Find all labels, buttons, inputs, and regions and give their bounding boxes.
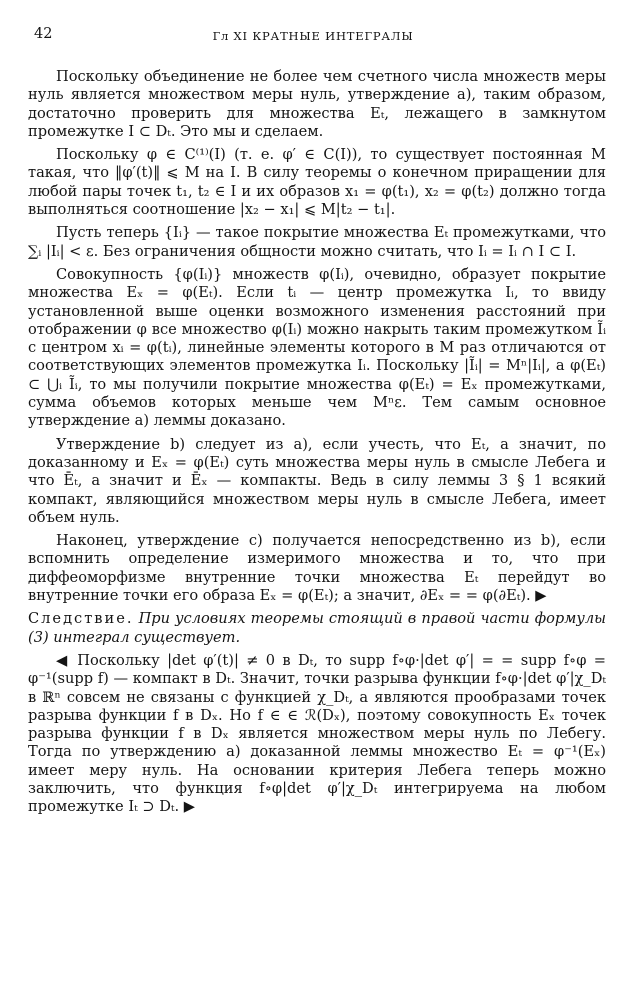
paragraph-4: Совокупность {φ(Iᵢ)} множеств φ(Iᵢ), очевидно, образует покрытие множества Eₓ = φ(Eₜ). Если tᵢ — центр промежутка Iᵢ, то ввиду установленной выше оценки возможного изменения расстояний при отображении φ все множество φ(Iᵢ) можно накрыть таким промежутком Ĩᵢ с центром xᵢ = φ(tᵢ), линейные элементы которого в M раз отличаются от соответствующих элементов промежутка Iᵢ. Поскольку |Ĩᵢ| = Mⁿ|Iᵢ|, а φ(Eₜ) ⊂ ⋃ᵢ Ĩᵢ, то мы получили покрытие множества φ(Eₜ) = Eₓ промежутками, сумма объемов которых меньше чем Mⁿε. Тем самым основное утверждение а) леммы доказано. [28,265,606,430]
page-header [28,26,598,46]
paragraph-6: Наконец, утверждение с) получается непосредственно из b), если вспомнить определение измеримого множества и то, что при диффеоморфизме внутренние точки множества Eₜ перейдут во внутренние точки его образа Eₓ = φ(Eₜ); а значит, ∂Eₓ = = φ(∂Eₜ). ▶ [28,532,606,605]
corollary-label: Следствие. [28,610,134,628]
corollary-statement: При условиях теоремы стоящий в правой части формулы (3) интеграл существует. [28,610,607,646]
page-number: 42 [34,26,53,42]
proof-paragraph: ◀ Поскольку |det φ′(t)| ≠ 0 в Dₜ, то supp f∘φ·|det φ′| = = supp f∘φ = φ⁻¹(supp f) — компакт в Dₜ. Значит, точки разрыва функции f∘φ·|det φ′|χ_Dₜ в ℝⁿ совсем не связаны с функцией χ_Dₜ, а являются прообразами точек разрыва функции f в Dₓ. Но f ∈ ∈ ℛ(Dₓ), поэтому совокупность Eₓ точек разрыва функции f в Dₓ является множеством меры нуль по Лебегу. Тогда по утверждению а) доказанной леммы множество Eₜ = φ⁻¹(Eₓ) имеет меру нуль. На основании критерия Лебега теперь можно заключить, что функция f∘φ|det φ′|χ_Dₜ интегрируема на любом промежутке Iₜ ⊃ Dₜ. ▶ [28,651,606,816]
corollary [28,610,606,647]
paragraph-1: Поскольку объединение не более чем счетного числа множеств меры нуль является множеством меры нуль, утверждение а), таким образом, достаточно проверить для множества Eₜ, лежащего в замкнутом промежутке I ⊂ Dₜ. Это мы и сделаем. [28,68,606,140]
paragraph-2: Поскольку φ ∈ C⁽¹⁾(I) (т. е. φ′ ∈ C(I)), то существует постоянная M такая, что ‖φ′(t)‖ ⩽ M на I. В силу теоремы о конечном приращении для любой пары точек t₁, t₂ ∈ I и их образов x₁ = φ(t₁), x₂ = φ(t₂) должно тогда выполняться соотношение |x₂ − x₁| ⩽ M|t₂ − t₁|. [28,146,606,219]
paragraph-5: Утверждение b) следует из а), если учесть, что Eₜ, а значит, по доказанному и Eₓ = φ(Eₜ) суть множества меры нуль в смысле Лебега и что Ēₜ, а значит и Ēₓ — компакты. Ведь в силу леммы 3 § 1 всякий компакт, являющийся множеством меры нуль в смысле Лебега, имеет объем нуль. [28,435,606,526]
running-head: Гл XI КРАТНЫЕ ИНТЕГРАЛЫ [212,29,414,43]
page-body [28,68,606,822]
paragraph-3: Пусть теперь {Iᵢ} — такое покрытие множества Eₜ промежутками, что ∑ᵢ |Iᵢ| < ε. Без ограничения общности можно считать, что Iᵢ = Iᵢ ∩ I ⊂ I. [28,224,606,260]
